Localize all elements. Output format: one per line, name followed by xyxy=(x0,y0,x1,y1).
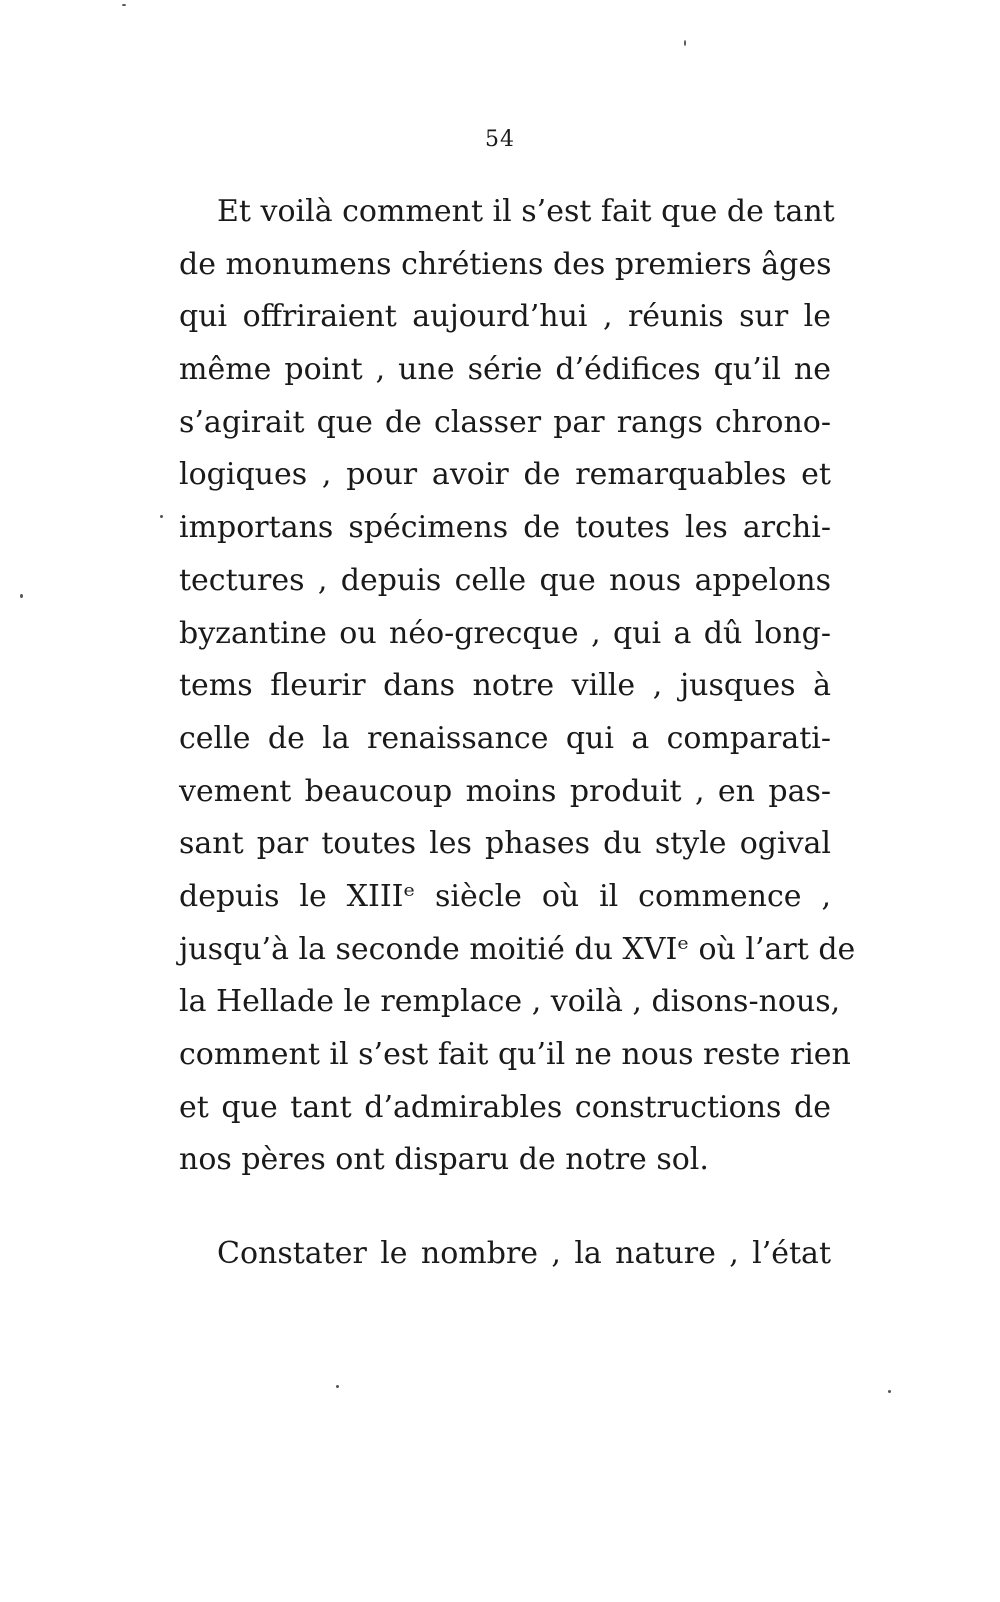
scan-speck xyxy=(20,594,23,598)
text-line: de monumens chrétiens des premiers âges xyxy=(179,246,832,282)
scan-speck xyxy=(336,1385,339,1388)
text-line: la Hellade le remplace , voilà , disons-nous, xyxy=(179,984,841,1020)
text-line: s’agirait que de classer par rangs chrono- xyxy=(179,404,831,440)
text-line: Constater le nombre , la nature , l’état xyxy=(217,1236,831,1271)
text-line: celle de la renaissance qui a comparati- xyxy=(179,720,831,756)
text-line: nos pères ont disparu de notre sol. xyxy=(179,1142,709,1178)
page-number: 54 xyxy=(485,127,515,152)
paragraph-1 xyxy=(179,186,856,1187)
scan-speck xyxy=(888,1390,891,1393)
text-line: jusqu’à la seconde moitié du XVIᵉ où l’art de xyxy=(179,931,856,967)
text-line: tectures , depuis celle que nous appelons xyxy=(179,562,831,598)
paragraph-2 xyxy=(179,1228,831,1281)
scan-speck xyxy=(684,40,686,46)
text-line: même point , une série d’édifices qu’il ne xyxy=(179,352,831,388)
text-line: tems fleurir dans notre ville , jusques à xyxy=(179,668,831,704)
scan-speck xyxy=(122,4,126,6)
text-line: sant par toutes les phases du style ogival xyxy=(179,826,831,862)
text-line: depuis le XIIIᵉ siècle où il commence , xyxy=(179,878,831,914)
text-line: importans spécimens de toutes les archi- xyxy=(179,510,831,546)
text-line: Et voilà comment il s’est fait que de tant xyxy=(217,194,835,229)
text-line: logiques , pour avoir de remarquables et xyxy=(179,457,831,493)
text-line: et que tant d’admirables constructions de xyxy=(179,1089,831,1125)
text-line: byzantine ou néo-grecque , qui a dû long- xyxy=(179,615,831,651)
text-line: vement beaucoup moins produit , en pas- xyxy=(179,773,831,809)
scan-speck xyxy=(160,515,163,518)
text-line: comment il s’est fait qu’il ne nous reste rien xyxy=(179,1037,851,1072)
text-line: qui offriraient aujourd’hui , réunis sur le xyxy=(179,299,831,335)
